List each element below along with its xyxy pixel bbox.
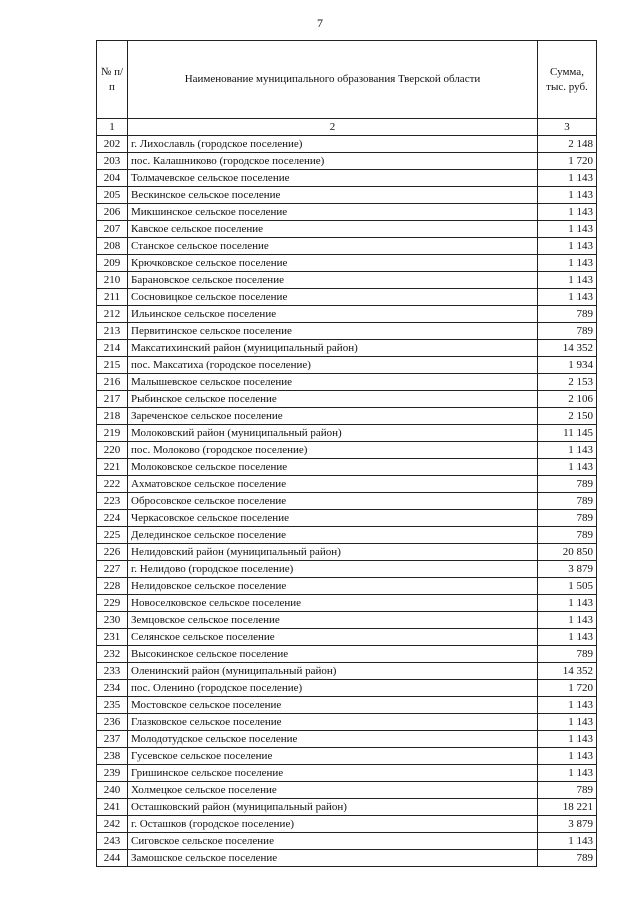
- table-row: [97, 697, 597, 714]
- municipality-name: Максатихинский район (муниципальный район): [128, 340, 538, 357]
- row-number: 223: [97, 493, 128, 510]
- row-number: 233: [97, 663, 128, 680]
- sum-value: 18 221: [538, 799, 597, 816]
- municipality-name: пос. Максатиха (городское поселение): [128, 357, 538, 374]
- row-number: 228: [97, 578, 128, 595]
- municipality-name: Микшинское сельское поселение: [128, 204, 538, 221]
- table-row: [97, 833, 597, 850]
- row-number: 231: [97, 629, 128, 646]
- table-row: [97, 680, 597, 697]
- table-row: [97, 136, 597, 153]
- row-number: 213: [97, 323, 128, 340]
- municipality-name: Молоковский район (муниципальный район): [128, 425, 538, 442]
- row-number: 235: [97, 697, 128, 714]
- table-row: [97, 187, 597, 204]
- municipality-name: г. Лихославль (городское поселение): [128, 136, 538, 153]
- row-number: 207: [97, 221, 128, 238]
- sum-value: 1 143: [538, 697, 597, 714]
- sum-value: 11 145: [538, 425, 597, 442]
- municipality-name: Первитинское сельское поселение: [128, 323, 538, 340]
- municipality-name: Высокинское сельское поселение: [128, 646, 538, 663]
- sum-value: 3 879: [538, 561, 597, 578]
- sum-value: 20 850: [538, 544, 597, 561]
- table-row: [97, 578, 597, 595]
- sum-value: 2 106: [538, 391, 597, 408]
- row-number: 238: [97, 748, 128, 765]
- row-number: 215: [97, 357, 128, 374]
- table-row: [97, 238, 597, 255]
- row-number: 203: [97, 153, 128, 170]
- municipality-name: Рыбинское сельское поселение: [128, 391, 538, 408]
- municipality-name: Нелидовский район (муниципальный район): [128, 544, 538, 561]
- sum-value: 1 143: [538, 459, 597, 476]
- municipality-name: Глазковское сельское поселение: [128, 714, 538, 731]
- table-row: [97, 408, 597, 425]
- municipality-name: Зареченское сельское поселение: [128, 408, 538, 425]
- municipality-name: Гусевское сельское поселение: [128, 748, 538, 765]
- sum-value: 1 143: [538, 765, 597, 782]
- table-row: [97, 765, 597, 782]
- sum-value: 789: [538, 476, 597, 493]
- table-row: [97, 323, 597, 340]
- table-row: [97, 731, 597, 748]
- row-number: 219: [97, 425, 128, 442]
- table-row: [97, 425, 597, 442]
- sum-value: 1 143: [538, 612, 597, 629]
- sum-value: 1 143: [538, 731, 597, 748]
- row-number: 230: [97, 612, 128, 629]
- table-row: [97, 459, 597, 476]
- municipality-name: Замошское сельское поселение: [128, 850, 538, 867]
- row-number: 243: [97, 833, 128, 850]
- municipality-name: Оленинский район (муниципальный район): [128, 663, 538, 680]
- row-number: 234: [97, 680, 128, 697]
- municipality-name: Ильинское сельское поселение: [128, 306, 538, 323]
- sum-value: 789: [538, 527, 597, 544]
- header-number: № п/п: [97, 41, 128, 119]
- table-row: [97, 816, 597, 833]
- sum-value: 14 352: [538, 663, 597, 680]
- table-row: [97, 612, 597, 629]
- municipality-name: Осташковский район (муниципальный район): [128, 799, 538, 816]
- table-row: [97, 170, 597, 187]
- sum-value: 789: [538, 306, 597, 323]
- table-row: [97, 153, 597, 170]
- table-row: [97, 272, 597, 289]
- header-municipality-name: Наименование муниципального образования Тверской области: [128, 41, 538, 119]
- row-number: 205: [97, 187, 128, 204]
- row-number: 212: [97, 306, 128, 323]
- municipality-name: Вескинское сельское поселение: [128, 187, 538, 204]
- sum-value: 1 720: [538, 153, 597, 170]
- row-number: 211: [97, 289, 128, 306]
- municipality-name: Крючковское сельское поселение: [128, 255, 538, 272]
- sum-value: 1 143: [538, 255, 597, 272]
- row-number: 221: [97, 459, 128, 476]
- municipality-name: Сиговское сельское поселение: [128, 833, 538, 850]
- municipal-allocation-table: [96, 40, 597, 867]
- table-row: [97, 493, 597, 510]
- sum-value: 2 148: [538, 136, 597, 153]
- sum-value: 3 879: [538, 816, 597, 833]
- table-row: [97, 799, 597, 816]
- table-row: [97, 289, 597, 306]
- table-row: [97, 476, 597, 493]
- sum-value: 789: [538, 850, 597, 867]
- municipality-name: г. Осташков (городское поселение): [128, 816, 538, 833]
- row-number: 229: [97, 595, 128, 612]
- sum-value: 2 150: [538, 408, 597, 425]
- row-number: 218: [97, 408, 128, 425]
- row-number: 236: [97, 714, 128, 731]
- row-number: 202: [97, 136, 128, 153]
- table-row: [97, 510, 597, 527]
- column-index: 1: [97, 119, 128, 136]
- municipality-name: пос. Оленино (городское поселение): [128, 680, 538, 697]
- sum-value: 789: [538, 782, 597, 799]
- sum-value: 789: [538, 510, 597, 527]
- row-number: 239: [97, 765, 128, 782]
- sum-value: 1 934: [538, 357, 597, 374]
- sum-value: 1 143: [538, 272, 597, 289]
- row-number: 217: [97, 391, 128, 408]
- municipality-name: Нелидовское сельское поселение: [128, 578, 538, 595]
- row-number: 210: [97, 272, 128, 289]
- sum-value: 1 143: [538, 170, 597, 187]
- row-number: 216: [97, 374, 128, 391]
- row-number: 244: [97, 850, 128, 867]
- table-body: [97, 136, 597, 867]
- table-row: [97, 544, 597, 561]
- sum-value: 1 143: [538, 289, 597, 306]
- row-number: 224: [97, 510, 128, 527]
- table-row: [97, 391, 597, 408]
- municipality-name: Толмачевское сельское поселение: [128, 170, 538, 187]
- municipality-name: Малышевское сельское поселение: [128, 374, 538, 391]
- table-row: [97, 663, 597, 680]
- header-row: [97, 41, 597, 119]
- row-number: 240: [97, 782, 128, 799]
- table-row: [97, 442, 597, 459]
- row-number: 227: [97, 561, 128, 578]
- row-number: 226: [97, 544, 128, 561]
- sum-value: 1 143: [538, 833, 597, 850]
- municipality-name: Обросовское сельское поселение: [128, 493, 538, 510]
- sum-value: 1 143: [538, 442, 597, 459]
- sum-value: 2 153: [538, 374, 597, 391]
- municipality-name: г. Нелидово (городское поселение): [128, 561, 538, 578]
- table-row: [97, 340, 597, 357]
- municipality-name: Ахматовское сельское поселение: [128, 476, 538, 493]
- row-number: 222: [97, 476, 128, 493]
- table-row: [97, 255, 597, 272]
- municipality-name: Молоковское сельское поселение: [128, 459, 538, 476]
- sum-value: 1 505: [538, 578, 597, 595]
- municipality-name: Делединское сельское поселение: [128, 527, 538, 544]
- row-number: 232: [97, 646, 128, 663]
- row-number: 225: [97, 527, 128, 544]
- municipality-name: Кавское сельское поселение: [128, 221, 538, 238]
- table-row: [97, 782, 597, 799]
- table-row: [97, 629, 597, 646]
- table-row: [97, 306, 597, 323]
- row-number: 242: [97, 816, 128, 833]
- table-row: [97, 357, 597, 374]
- sum-value: 1 143: [538, 187, 597, 204]
- column-index-row: [97, 119, 597, 136]
- municipality-name: Селянское сельское поселение: [128, 629, 538, 646]
- municipality-name: Холмецкое сельское поселение: [128, 782, 538, 799]
- sum-value: 1 143: [538, 204, 597, 221]
- table-row: [97, 221, 597, 238]
- municipality-name: Станское сельское поселение: [128, 238, 538, 255]
- sum-value: 1 143: [538, 629, 597, 646]
- municipality-name: Земцовское сельское поселение: [128, 612, 538, 629]
- municipality-name: пос. Молоково (городское поселение): [128, 442, 538, 459]
- municipality-name: Мостовское сельское поселение: [128, 697, 538, 714]
- table-row: [97, 561, 597, 578]
- table-row: [97, 527, 597, 544]
- header-sum: Сумма, тыс. руб.: [538, 41, 597, 119]
- row-number: 237: [97, 731, 128, 748]
- sum-value: 1 143: [538, 221, 597, 238]
- row-number: 209: [97, 255, 128, 272]
- row-number: 214: [97, 340, 128, 357]
- municipality-name: Сосновицкое сельское поселение: [128, 289, 538, 306]
- table-row: [97, 204, 597, 221]
- municipality-name: Черкасовское сельское поселение: [128, 510, 538, 527]
- table-row: [97, 850, 597, 867]
- row-number: 241: [97, 799, 128, 816]
- sum-value: 789: [538, 323, 597, 340]
- sum-value: 1 143: [538, 748, 597, 765]
- sum-value: 1 143: [538, 714, 597, 731]
- sum-value: 789: [538, 493, 597, 510]
- row-number: 206: [97, 204, 128, 221]
- sum-value: 1 143: [538, 595, 597, 612]
- sum-value: 789: [538, 646, 597, 663]
- table-row: [97, 374, 597, 391]
- table-row: [97, 748, 597, 765]
- municipality-name: Барановское сельское поселение: [128, 272, 538, 289]
- table-row: [97, 714, 597, 731]
- column-index: 3: [538, 119, 597, 136]
- row-number: 204: [97, 170, 128, 187]
- municipality-name: Новоселковское сельское поселение: [128, 595, 538, 612]
- column-index: 2: [128, 119, 538, 136]
- municipality-name: Гришинское сельское поселение: [128, 765, 538, 782]
- sum-value: 1 720: [538, 680, 597, 697]
- table-row: [97, 646, 597, 663]
- table-row: [97, 595, 597, 612]
- sum-value: 14 352: [538, 340, 597, 357]
- row-number: 208: [97, 238, 128, 255]
- page-number: 7: [317, 16, 323, 30]
- municipality-name: пос. Калашниково (городское поселение): [128, 153, 538, 170]
- sum-value: 1 143: [538, 238, 597, 255]
- municipality-name: Молодотудское сельское поселение: [128, 731, 538, 748]
- row-number: 220: [97, 442, 128, 459]
